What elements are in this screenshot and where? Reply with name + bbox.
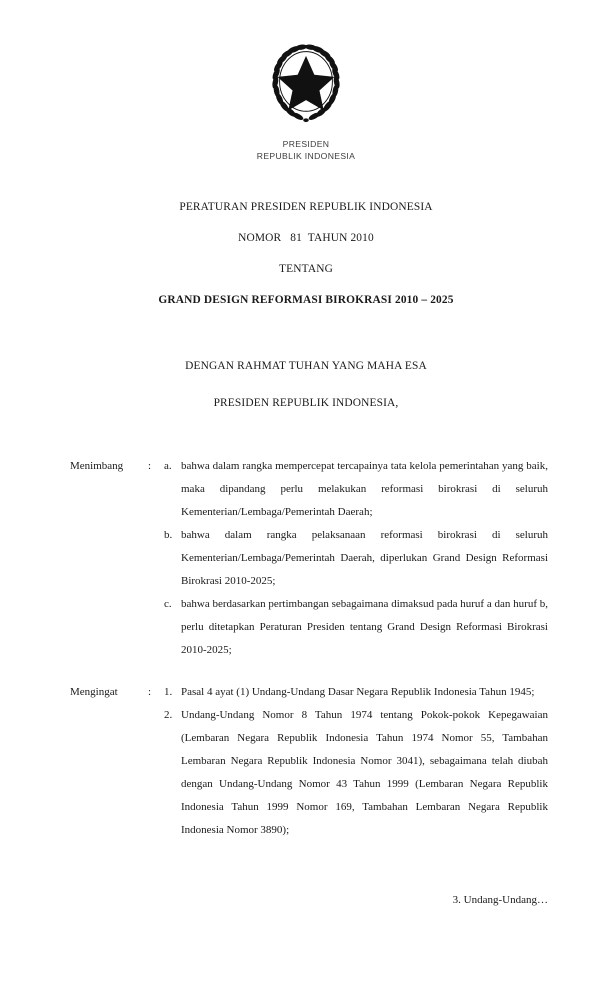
title-number-year: NOMOR 81 TAHUN 2010	[238, 232, 374, 244]
clause-item	[70, 704, 548, 842]
emblem-caption-line-2: REPUBLIK INDONESIA	[256, 150, 356, 161]
clause-text: Pasal 4 ayat (1) Undang-Undang Dasar Negara Republik Indonesia Tahun 1945;	[181, 686, 535, 698]
page-continuation-note: 3. Undang-Undang…	[452, 894, 548, 906]
clause-label-text: Menimbang	[70, 460, 124, 472]
clause-item	[70, 455, 548, 524]
subheading-invocation: DENGAN RAHMAT TUHAN YANG MAHA ESA	[185, 360, 427, 372]
title-regulation-type: PERATURAN PRESIDEN REPUBLIK INDONESIA	[179, 201, 433, 213]
emblem-caption	[0, 139, 612, 162]
clause-item	[70, 681, 548, 704]
emblem-caption-line-1: PRESIDEN	[282, 139, 330, 149]
clause-marker: c.	[164, 598, 172, 610]
clause-text: bahwa berdasarkan pertimbangan sebagaimana dimaksud pada huruf a dan huruf b, perlu ditetapkan Peraturan Presiden tentang Grand Design Reformasi Birokrasi 2010-2025;	[181, 598, 548, 656]
clause-item	[70, 524, 548, 593]
document-subheading-block	[0, 359, 612, 410]
title-subject: GRAND DESIGN REFORMASI BIROKRASI 2010 – 2025	[158, 294, 454, 306]
clause-item	[70, 593, 548, 662]
subheading-issuer: PRESIDEN REPUBLIK INDONESIA,	[213, 397, 399, 409]
title-tentang: TENTANG	[279, 263, 333, 275]
clause-group-mengingat	[70, 681, 548, 842]
clause-marker: 2.	[164, 709, 173, 721]
document-title-block	[0, 200, 612, 307]
clause-colon: :	[148, 686, 152, 698]
clause-label	[70, 455, 148, 478]
clause-text: bahwa dalam rangka pelaksanaan reformasi birokrasi di seluruh Kementerian/Lembaga/Pemerintah Daerah, diperlukan Grand Design Reformasi Birokrasi 2010-2025;	[181, 529, 548, 587]
clause-marker: a.	[164, 460, 172, 472]
clause-marker: 1.	[164, 686, 173, 698]
presidential-seal-star-wreath-icon	[263, 38, 349, 130]
clause-label-text: Mengingat	[70, 686, 118, 698]
clause-text: Undang-Undang Nomor 8 Tahun 1974 tentang Pokok-pokok Kepegawaian (Lembaran Negara Republik Indonesia Tahun 1974 Nomor 55, Tambahan Lembaran Negara Republik Indonesia Nomor 3041), sebagaimana telah diubah dengan Undang-Undang Nomor 43 Tahun 1999 (Lembaran Negara Republik Indonesia Tahun 1999 Nomor 169, Tambahan Lembaran Negara Republik Indonesia Nomor 3890);	[181, 709, 548, 836]
clause-group-menimbang	[70, 455, 548, 662]
document-body	[70, 455, 548, 842]
clause-label	[70, 681, 148, 704]
clause-colon: :	[148, 460, 152, 472]
letterhead	[0, 38, 612, 162]
clause-marker: b.	[164, 529, 173, 541]
clause-text: bahwa dalam rangka mempercepat tercapainya tata kelola pemerintahan yang baik, maka dipandang perlu melakukan reformasi birokrasi di seluruh Kementerian/Lembaga/Pemerintah Daerah;	[181, 460, 548, 518]
